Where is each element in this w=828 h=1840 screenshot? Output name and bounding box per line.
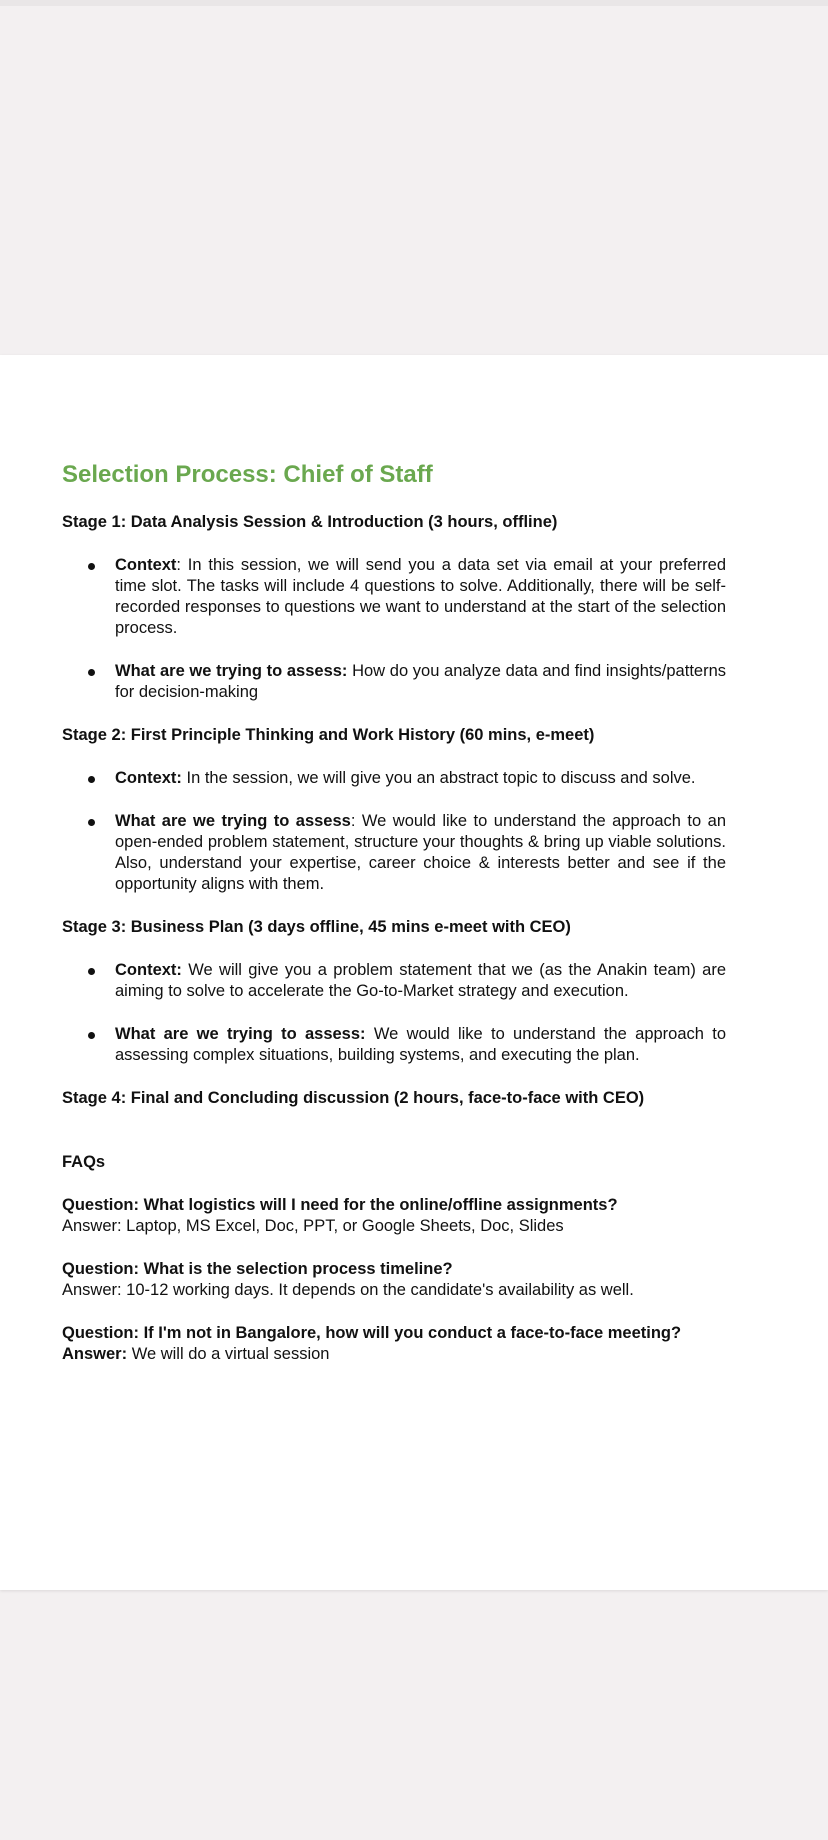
faq-question: Question: If I'm not in Bangalore, how will you conduct a face-to-face meeting? [62, 1324, 682, 1342]
faq-heading: FAQs [62, 1153, 106, 1171]
faq-question: Question: What is the selection process timeline? [62, 1260, 453, 1278]
page-title: Selection Process: Chief of Staff [62, 461, 433, 488]
stage-1-heading: Stage 1: Data Analysis Session & Introduction (3 hours, offline) [62, 513, 558, 531]
item-text: How do you analyze data and find insights/patterns for decision-making [115, 662, 726, 701]
item-label: Context: [115, 769, 182, 787]
document-content [62, 460, 726, 1387]
bullet-icon [88, 968, 95, 975]
item-text: : We would like to understand the approach to an open-ended problem statement, structure your thoughts & bring up viable solutions. Also, understand your expertise, career choice & interests better and see if the opportunity aligns with them. [115, 812, 727, 893]
item-text: We would like to understand the approach to assessing complex situations, building systems, and executing the plan. [115, 1025, 726, 1064]
stage-4-heading: Stage 4: Final and Concluding discussion (2 hours, face-to-face with CEO) [62, 1089, 645, 1107]
item-label: Context [115, 556, 177, 574]
faq-answer: Answer: 10-12 working days. It depends on the candidate's availability as well. [62, 1281, 634, 1299]
stage-3-list [62, 960, 726, 1066]
item-label: Context: [115, 961, 182, 979]
stage-1-context [62, 555, 726, 639]
stage-2-list [62, 768, 726, 895]
stage-2-assess [62, 811, 726, 895]
document-page [0, 355, 828, 1590]
bullet-icon [88, 819, 95, 826]
stage-1-list [62, 555, 726, 703]
stage-3-assess [62, 1024, 726, 1066]
faq-answer: We will do a virtual session [127, 1345, 330, 1363]
item-label: What are we trying to assess: [115, 662, 348, 680]
stage-3-context [62, 960, 726, 1002]
faq-answer: Answer: Laptop, MS Excel, Doc, PPT, or Google Sheets, Doc, Slides [62, 1217, 564, 1235]
item-label: What are we trying to assess [115, 812, 351, 830]
bullet-icon [88, 563, 95, 570]
bullet-icon [88, 1032, 95, 1039]
bullet-icon [88, 669, 95, 676]
item-text: In the session, we will give you an abstract topic to discuss and solve. [181, 769, 696, 787]
faq-answer-label: Answer: [62, 1345, 128, 1363]
stage-3-heading: Stage 3: Business Plan (3 days offline, 45 mins e-meet with CEO) [62, 918, 571, 936]
bullet-icon [88, 776, 95, 783]
top-bar [0, 0, 828, 6]
faq-question: Question: What logistics will I need for the online/offline assignments? [62, 1196, 618, 1214]
faq-item [62, 1195, 726, 1237]
faq-item [62, 1259, 726, 1301]
stage-2-context [62, 768, 726, 789]
item-text: : In this session, we will send you a data set via email at your preferred time slot. The tasks will include 4 questions to solve. Additionally, there will be self-recorded responses to questions we want to understand at the start of the selection process. [115, 556, 726, 637]
faq-item [62, 1323, 726, 1365]
item-label: What are we trying to assess: [115, 1025, 366, 1043]
stage-2-heading: Stage 2: First Principle Thinking and Work History (60 mins, e-meet) [62, 726, 595, 744]
stage-1-assess [62, 661, 726, 703]
faq-answer-line [62, 1344, 726, 1365]
item-text: We will give you a problem statement that we (as the Anakin team) are aiming to solve to accelerate the Go-to-Market strategy and execution. [115, 961, 726, 1000]
